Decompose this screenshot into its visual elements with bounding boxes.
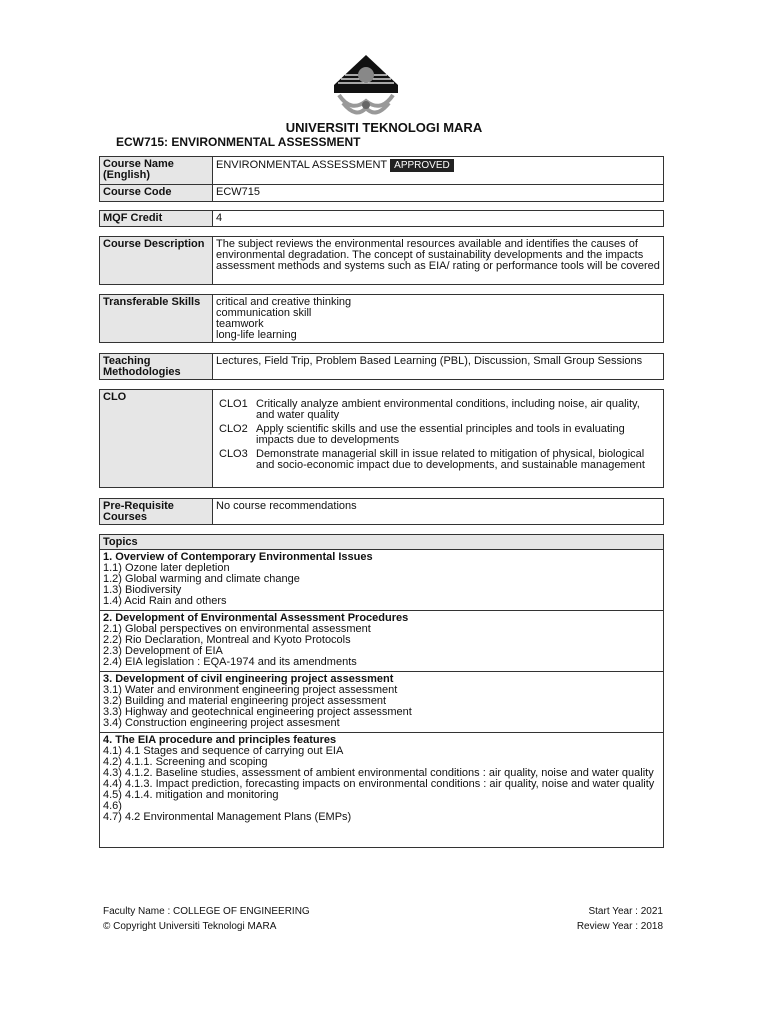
topic-item: 3.4) Construction engineering project assesment	[103, 717, 340, 729]
topics-header: Topics	[100, 535, 664, 550]
table-row	[100, 550, 664, 611]
topic-section	[100, 733, 664, 848]
transferable-skills-table	[99, 294, 664, 343]
prerequisite-table	[99, 498, 664, 525]
transferable-skills-list	[213, 295, 664, 343]
teaching-methodologies-label: Teaching Methodologies	[100, 354, 213, 380]
table-row	[100, 185, 664, 202]
table-row	[100, 295, 664, 343]
topic-item: 4.4) 4.1.3. Impact prediction, forecasting impacts on environmental conditions : air quality, noise and water quality	[103, 778, 655, 790]
topic-item: 1.4) Acid Rain and others	[103, 595, 227, 607]
uitm-logo-icon	[331, 53, 401, 120]
topic-title: 4. The EIA procedure and principles features	[103, 734, 337, 746]
topic-item: 3.3) Highway and geotechnical engineering project assessment	[103, 706, 412, 718]
clo-text: Critically analyze ambient environmental conditions, including noise, air quality, and water quality	[256, 398, 640, 421]
table-row	[100, 733, 664, 848]
course-name-value: ENVIRONMENTAL ASSESSMENT	[216, 159, 388, 171]
topic-item: 1.2) Global warming and climate change	[103, 573, 300, 585]
table-row	[100, 354, 664, 380]
topic-item: 2.2) Rio Declaration, Montreal and Kyoto Protocols	[103, 634, 351, 646]
clo-id: CLO3	[219, 448, 248, 460]
topic-item: 4.6)	[103, 800, 122, 812]
clo-table	[99, 389, 664, 488]
course-identity-table	[99, 156, 664, 202]
topic-item: 2.3) Development of EIA	[103, 645, 223, 657]
transferable-skills-label: Transferable Skills	[100, 295, 213, 343]
topic-section	[100, 611, 664, 672]
course-description-table	[99, 236, 664, 285]
review-year: Review Year : 2018	[576, 921, 663, 932]
clo-id: CLO1	[219, 398, 248, 410]
faculty-name: Faculty Name : COLLEGE OF ENGINEERING	[103, 906, 310, 917]
list-item: long-life learning	[216, 329, 297, 341]
course-code-title: ECW715: ENVIRONMENTAL ASSESSMENT	[116, 135, 361, 149]
topic-item: 3.1) Water and environment engineering project assessment	[103, 684, 398, 696]
list-item: communication skill	[216, 307, 312, 319]
table-row	[100, 237, 664, 285]
clo-id: CLO2	[219, 423, 248, 435]
prerequisite-value: No course recommendations	[213, 499, 664, 525]
topic-section	[100, 672, 664, 733]
approved-badge: APPROVED	[390, 159, 454, 172]
mqf-credit-value: 4	[213, 211, 664, 227]
university-name: UNIVERSITI TEKNOLOGI MARA	[285, 120, 483, 135]
clo-list	[213, 390, 664, 488]
topic-title: 3. Development of civil engineering project assessment	[103, 673, 394, 685]
teaching-methodologies-table	[99, 353, 664, 380]
course-code-label: Course Code	[100, 185, 213, 202]
table-row	[100, 211, 664, 227]
clo-text: Demonstrate managerial skill in issue related to mitigation of physical, biological and socio-economic impact due to developments, and sustainable management	[256, 448, 645, 471]
prerequisite-label: Pre-Requisite Courses	[100, 499, 213, 525]
course-name-cell	[213, 157, 664, 185]
topic-item: 2.4) EIA legislation : EQA-1974 and its amendments	[103, 656, 357, 668]
table-row	[100, 611, 664, 672]
clo-text: Apply scientific skills and use the essential principles and tools in evaluating impacts due to developments	[256, 423, 625, 446]
clo-label: CLO	[100, 390, 213, 488]
mqf-credit-table	[99, 210, 664, 227]
mqf-credit-label: MQF Credit	[100, 211, 213, 227]
topic-item: 1.3) Biodiversity	[103, 584, 182, 596]
topic-item: 4.7) 4.2 Environmental Management Plans (EMPs)	[103, 811, 352, 823]
topic-item: 4.3) 4.1.2. Baseline studies, assessment of ambient environmental conditions : air quality, noise and water quality	[103, 767, 654, 779]
table-row	[100, 499, 664, 525]
topic-title: 2. Development of Environmental Assessment Procedures	[103, 612, 409, 624]
course-name-label: Course Name (English)	[100, 157, 213, 185]
topic-item: 4.5) 4.1.4. mitigation and monitoring	[103, 789, 279, 801]
course-description-value: The subject reviews the environmental resources available and identifies the causes of environmental degradation. The concept of sustainability developments and the impacts assessment methods and systems such as EIA/ rating or performance tools will be covered	[213, 237, 664, 285]
topic-item: 3.2) Building and material engineering project assessment	[103, 695, 387, 707]
list-item: teamwork	[216, 318, 264, 330]
teaching-methodologies-value: Lectures, Field Trip, Problem Based Learning (PBL), Discussion, Small Group Sessions	[213, 354, 664, 380]
clo-item	[219, 424, 660, 446]
topic-item: 1.1) Ozone later depletion	[103, 562, 230, 574]
start-year: Start Year : 2021	[588, 906, 663, 917]
list-item: critical and creative thinking	[216, 296, 352, 308]
topics-table	[99, 534, 664, 848]
table-row	[100, 672, 664, 733]
clo-item	[219, 449, 660, 471]
topic-item: 2.1) Global perspectives on environmental assessment	[103, 623, 371, 635]
topic-item: 4.1) 4.1 Stages and sequence of carrying out EIA	[103, 745, 344, 757]
topic-title: 1. Overview of Contemporary Environmental Issues	[103, 551, 373, 563]
clo-item	[219, 399, 660, 421]
topic-section	[100, 550, 664, 611]
table-row	[100, 157, 664, 185]
table-row	[100, 390, 664, 488]
table-row	[100, 535, 664, 550]
course-code-value: ECW715	[213, 185, 664, 202]
copyright-text: © Copyright Universiti Teknologi MARA	[103, 921, 277, 932]
topic-item: 4.2) 4.1.1. Screening and scoping	[103, 756, 268, 768]
course-description-label: Course Description	[100, 237, 213, 285]
